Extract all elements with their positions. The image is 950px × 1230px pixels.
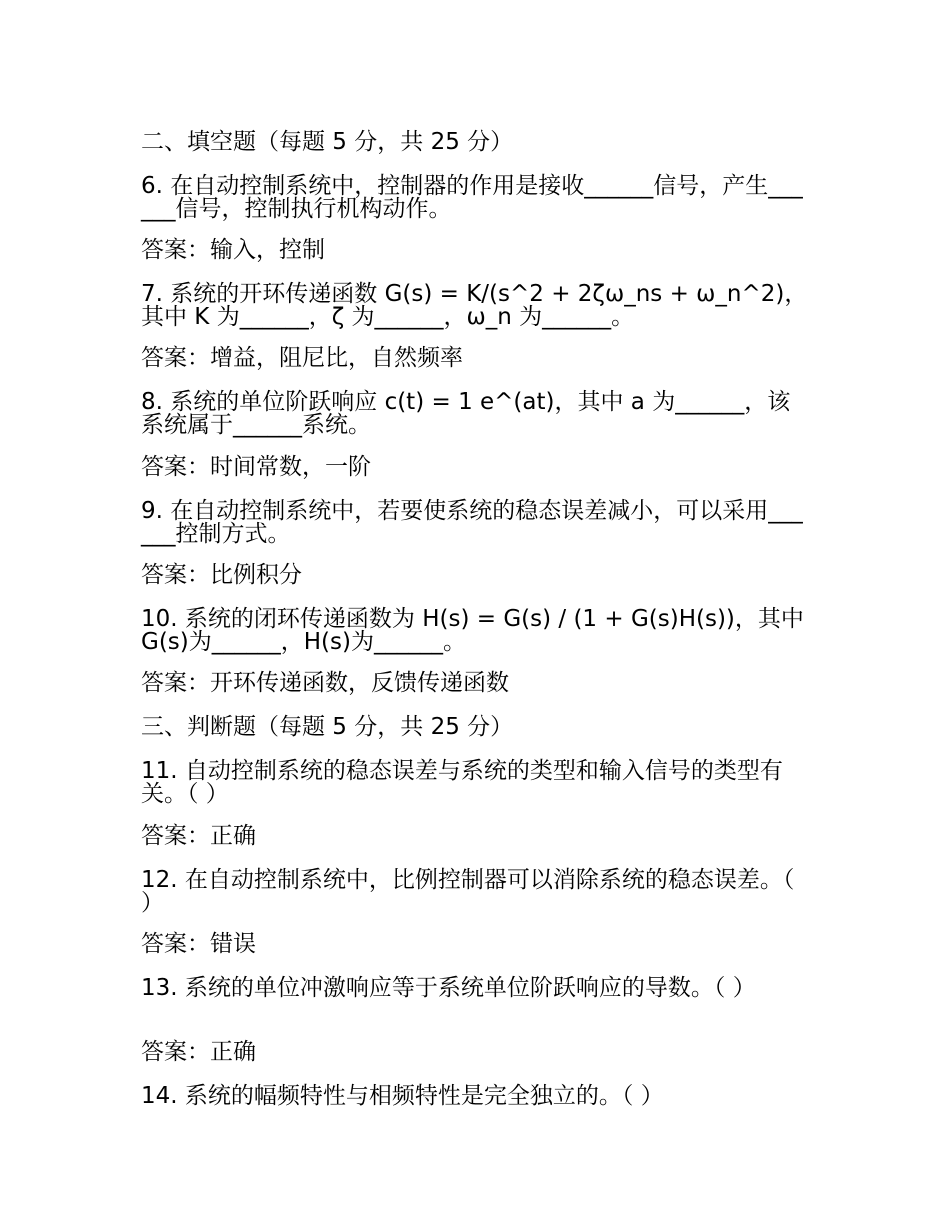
question-14: 14. 系统的幅频特性与相频特性是完全独立的。（ ） xyxy=(141,1083,664,1109)
answer-11: 答案：正确 xyxy=(141,823,256,849)
section-heading-fill-in: 二、填空题（每题 5 分，共 25 分） xyxy=(141,129,514,155)
answer-13: 答案：正确 xyxy=(141,1039,256,1065)
question-13: 13. 系统的单位冲激响应等于系统单位阶跃响应的导数。（ ） xyxy=(141,975,756,1001)
question-12: 12. 在自动控制系统中，比例控制器可以消除系统的稳态误差。（ ） xyxy=(141,867,795,916)
answer-8: 答案：时间常数，一阶 xyxy=(141,454,371,480)
answer-7: 答案：增益，阻尼比，自然频率 xyxy=(141,345,463,371)
answer-10: 答案：开环传递函数，反馈传递函数 xyxy=(141,670,509,696)
section-heading-true-false: 三、判断题（每题 5 分，共 25 分） xyxy=(141,714,514,740)
question-10: 10. 系统的闭环传递函数为 H(s) = G(s) / (1 + G(s)H(s))，其中 G(s)为______，H(s)为______。 xyxy=(141,606,804,655)
question-7: 7. 系统的开环传递函数 G(s) = K/(s^2 + 2ζω_ns + ω_n^2)，其中 K 为______，ζ 为______，ω_n 为______。 xyxy=(141,281,808,330)
answer-6: 答案：输入，控制 xyxy=(141,237,325,263)
question-11: 11. 自动控制系统的稳态误差与系统的类型和输入信号的类型有关。（ ） xyxy=(141,758,783,807)
question-9: 9. 在自动控制系统中，若要使系统的稳态误差减小，可以采用______控制方式。 xyxy=(141,498,803,547)
answer-9: 答案：比例积分 xyxy=(141,562,302,588)
question-8: 8. 系统的单位阶跃响应 c(t) = 1 e^(at)，其中 a 为______，该系统属于______系统。 xyxy=(141,389,791,438)
question-6: 6. 在自动控制系统中，控制器的作用是接收______信号，产生______信号，控制执行机构动作。 xyxy=(141,173,803,222)
answer-12: 答案：错误 xyxy=(141,931,256,957)
